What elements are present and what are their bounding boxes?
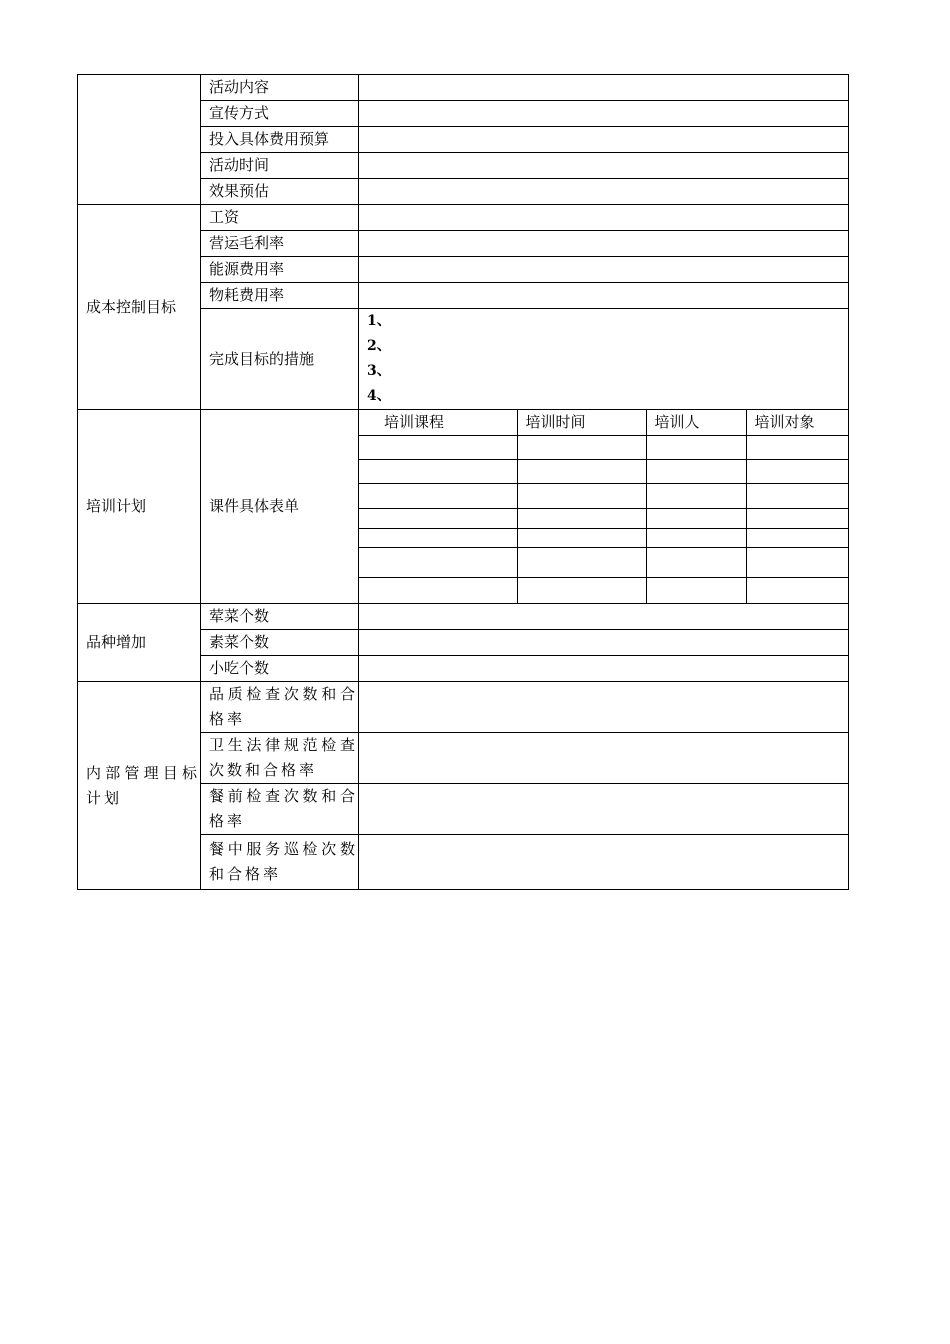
promo-row-label: 活动内容 bbox=[201, 75, 359, 101]
trainer-cell[interactable] bbox=[646, 509, 746, 529]
promo-section-label bbox=[78, 75, 201, 205]
promo-row-value[interactable] bbox=[359, 179, 849, 205]
promo-row-value[interactable] bbox=[359, 101, 849, 127]
time-cell[interactable] bbox=[517, 578, 646, 603]
time-cell[interactable] bbox=[517, 460, 646, 484]
trainer-cell[interactable] bbox=[646, 436, 746, 460]
measures-list[interactable] bbox=[359, 309, 849, 410]
table-row bbox=[359, 460, 848, 484]
trainer-cell[interactable] bbox=[646, 529, 746, 548]
measure-item: 4、 bbox=[367, 388, 391, 404]
trainer-cell[interactable] bbox=[646, 484, 746, 509]
internal-row-value[interactable] bbox=[359, 733, 849, 784]
table-row bbox=[359, 484, 848, 509]
course-cell[interactable] bbox=[359, 509, 517, 529]
variety-row-value[interactable] bbox=[359, 604, 849, 630]
internal-row-label: 餐中服务巡检次数和合格率 bbox=[201, 835, 359, 890]
training-schedule bbox=[359, 410, 849, 604]
col-header-audience: 培训对象 bbox=[746, 410, 848, 436]
variety-row-value[interactable] bbox=[359, 656, 849, 682]
course-cell[interactable] bbox=[359, 484, 517, 509]
trainer-cell[interactable] bbox=[646, 460, 746, 484]
table-row bbox=[359, 529, 848, 548]
col-header-time: 培训时间 bbox=[517, 410, 646, 436]
cost-row-value[interactable] bbox=[359, 231, 849, 257]
measure-item: 3、 bbox=[367, 363, 391, 379]
promo-row-label: 宣传方式 bbox=[201, 101, 359, 127]
measure-item: 1、 bbox=[367, 313, 391, 329]
internal-row-value[interactable] bbox=[359, 784, 849, 835]
promo-row-label: 投入具体费用预算 bbox=[201, 127, 359, 153]
table-row bbox=[359, 436, 848, 460]
promo-row-label: 效果预估 bbox=[201, 179, 359, 205]
course-cell[interactable] bbox=[359, 436, 517, 460]
variety-row-label: 小吃个数 bbox=[201, 656, 359, 682]
trainer-cell[interactable] bbox=[646, 548, 746, 578]
cost-row-label: 营运毛利率 bbox=[201, 231, 359, 257]
cost-row-value[interactable] bbox=[359, 205, 849, 231]
trainer-cell[interactable] bbox=[646, 578, 746, 603]
training-course-table bbox=[359, 410, 848, 603]
audience-cell[interactable] bbox=[746, 484, 848, 509]
internal-section-label: 内部管理目标计划 bbox=[78, 682, 201, 890]
cost-row-value[interactable] bbox=[359, 283, 849, 309]
course-cell[interactable] bbox=[359, 548, 517, 578]
table-row bbox=[359, 548, 848, 578]
promo-row-value[interactable] bbox=[359, 75, 849, 101]
training-sub-label: 课件具体表单 bbox=[201, 410, 359, 604]
cost-row-value[interactable] bbox=[359, 257, 849, 283]
measures-label: 完成目标的措施 bbox=[201, 309, 359, 410]
promo-row-value[interactable] bbox=[359, 153, 849, 179]
time-cell[interactable] bbox=[517, 509, 646, 529]
table-row bbox=[359, 578, 848, 603]
col-header-course: 培训课程 bbox=[359, 410, 517, 436]
cost-row-label: 能源费用率 bbox=[201, 257, 359, 283]
internal-row-label: 餐前检查次数和合格率 bbox=[201, 784, 359, 835]
training-section-label: 培训计划 bbox=[78, 410, 201, 604]
audience-cell[interactable] bbox=[746, 529, 848, 548]
plan-table bbox=[77, 74, 849, 890]
variety-row-label: 素菜个数 bbox=[201, 630, 359, 656]
table-row bbox=[359, 509, 848, 529]
cost-row-label: 物耗费用率 bbox=[201, 283, 359, 309]
variety-row-value[interactable] bbox=[359, 630, 849, 656]
time-cell[interactable] bbox=[517, 484, 646, 509]
cost-row-label: 工资 bbox=[201, 205, 359, 231]
internal-row-label: 卫生法律规范检查次数和合格率 bbox=[201, 733, 359, 784]
course-cell[interactable] bbox=[359, 460, 517, 484]
audience-cell[interactable] bbox=[746, 578, 848, 603]
internal-row-value[interactable] bbox=[359, 835, 849, 890]
internal-row-value[interactable] bbox=[359, 682, 849, 733]
measure-item: 2、 bbox=[367, 338, 391, 354]
promo-row-label: 活动时间 bbox=[201, 153, 359, 179]
promo-row-value[interactable] bbox=[359, 127, 849, 153]
internal-row-label: 品质检查次数和合格率 bbox=[201, 682, 359, 733]
time-cell[interactable] bbox=[517, 436, 646, 460]
course-cell[interactable] bbox=[359, 578, 517, 603]
audience-cell[interactable] bbox=[746, 548, 848, 578]
variety-row-label: 荤菜个数 bbox=[201, 604, 359, 630]
variety-section-label: 品种增加 bbox=[78, 604, 201, 682]
time-cell[interactable] bbox=[517, 529, 646, 548]
cost-section-label: 成本控制目标 bbox=[78, 205, 201, 410]
audience-cell[interactable] bbox=[746, 460, 848, 484]
course-cell[interactable] bbox=[359, 529, 517, 548]
audience-cell[interactable] bbox=[746, 436, 848, 460]
audience-cell[interactable] bbox=[746, 509, 848, 529]
col-header-trainer: 培训人 bbox=[646, 410, 746, 436]
time-cell[interactable] bbox=[517, 548, 646, 578]
